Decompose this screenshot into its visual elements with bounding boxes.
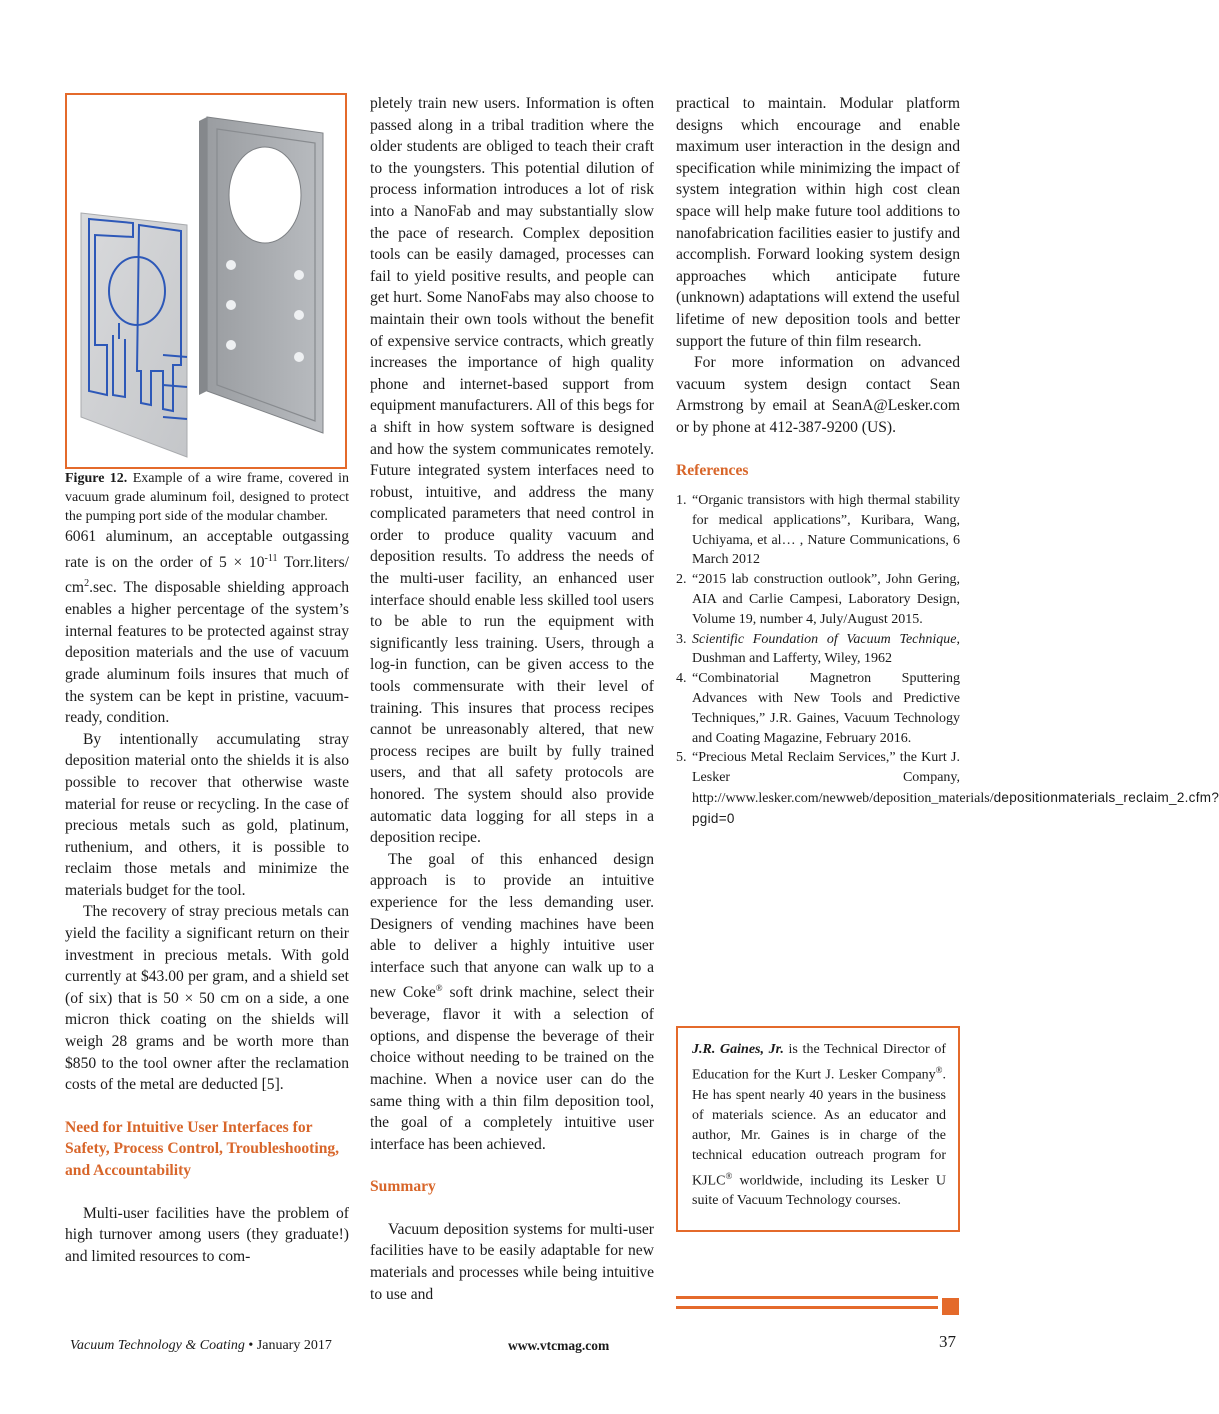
figure-caption-label: Figure 12. [65,471,128,486]
bio-registered-mark-1: ® [935,1065,943,1075]
bio-text-a: is the Technical Director of Education for the Kurt J. Lesker Company [692,1042,946,1083]
reference-number: 5. [676,750,687,766]
reference-item [676,570,960,629]
reference-item [676,748,1219,829]
references-list [676,491,1219,830]
column-2 [370,93,654,1305]
rule-line [676,1296,938,1299]
reference-item [676,630,960,670]
col1-paragraph-1 [65,526,349,729]
col1-paragraph-3: The recovery of stray precious metals can yield the facility a significant return on their investment in precious metals. With gold currently at $43.00 per gram, and a shield set (of six) that is 50 × 50 cm on a side, a one micron thick coating on the shields will weigh 28 grams and be worth more than $850 to the tool owner after the reclamation costs of the metal are deducted [5]. [65,903,349,1094]
col3-paragraph-1: practical to maintain. Modular platform designs which encourage and enable maximum user interaction in the design and specification while minimizing the impact of system integration within high cost clean space will help make future tool additions to nanofabrication facilities easier to justify and accomplish. Forward looking system design approaches which anticipate future (unknown) adaptations will extend the useful lifetime of new deposition tools and better support the future of thin film research. [676,95,960,350]
rule-line [676,1306,938,1309]
figure-caption-text: Example of a wire frame, covered in vacuum grade aluminum foil, designed to protect the pumping port side of the modular chamber. [65,471,349,524]
reference-text: “Organic transistors with high thermal stability for medical applications”, Kuribara, Wang, Uchiyama, et al… , Nature Communications, 6 March 2012 [692,493,960,568]
reference-text: , Dushman and Lafferty, Wiley, 1962 [692,631,960,667]
col1-p1-text-c: .sec. The disposable shielding approach enables a higher percentage of the system’s internal features to be protected against stray deposition materials and the use of vacuum grade aluminum foils insures that much of the system can be kept in pristine, vacuum-ready, condition. [65,579,349,727]
bio-registered-mark-2: ® [725,1170,733,1181]
reference-number: 2. [676,572,687,588]
reference-item [676,491,960,570]
author-name: J.R. Gaines, Jr. [692,1042,784,1057]
footer-url[interactable]: www.vtcmag.com [508,1338,610,1353]
col2-p2-registered-mark: ® [435,983,443,994]
col3-paragraph-2: For more information on advanced vacuum system design contact Sean Armstrong by email at SeanA@Lesker.com or by phone at 412-387-9200 (US). [676,354,960,436]
figure-caption [65,469,349,526]
reference-item [676,669,960,748]
end-of-article-rule [676,1296,938,1310]
bio-text-c: worldwide, including its Lesker U suite of Vacuum Technology courses. [692,1173,946,1209]
col1-p1-sup-squared: 2 [84,578,90,590]
reference-book-title: Scientific Foundation of Vacuum Technique [692,631,957,647]
col2-paragraph-1: pletely train new users. Information is often passed along in a tribal tradition where the older students are obliged to teach their craft to the youngsters. This potential dilution of process information introduces a lot of risk into a NanoFab and may substantially slow the pace of research. Complex deposition tools can be easily damaged, processes can fail to yield positive results, and people can get hurt. Some NanoFabs may also choose to maintain their own tools without the benefit of expensive service contracts, which greatly increases the importance of high quality phone and internet-based support from equipment manufacturers. All of this begs for a shift in how system software is designed and how the system communicates remotely. Future integrated system interfaces need to robust, intuitive, and address the many complicated parameters that need control in order to produce quality vacuum and deposition results. To address the needs of the multi-user facility, an enhanced user interface should enable less skilled tool users to be able to run the equipment with significantly less training. Users, through a log-in function, can be given access to the tools commensurate with their level of training. This insures that process recipes cannot be unreasonably altered, that new process recipes are built by fully trained users, and that all safety protocols are honored. The system should also provide automatic data logging for all steps in a deposition recipe. [370,95,654,847]
reference-number: 3. [676,631,687,647]
col1-p1-text-a: 6061 aluminum, an acceptable outgassing rate is on the order of 5 × 10 [65,528,349,571]
col1-p1-text-b: Torr.liters/ cm [65,553,349,597]
bio-text-b: . He has spent nearly 40 years in the business of materials science. As an educator and author, Mr. Gaines is in charge of the technical education outreach program for KJLC [692,1067,946,1189]
reference-text: “2015 lab construction outlook”, John Gering, AIA and Carlie Campesi, Laboratory Design, Volume 19, number 4, July/August 2015. [692,572,960,627]
footer-date: January 2017 [256,1338,332,1353]
figure-12-image [65,93,347,469]
col2-p2-text-b: soft drink machine, select their beverage, flavor it with a selection of options, and dispense the beverage of their choice without needing to be trained on the machine. When a novice user can do the same thing with a thin film deposition tool, the goal of a completely intuitive user interface has been achieved. [370,984,655,1153]
footer-publication [70,1338,332,1354]
section-heading-user-interfaces: Need for Intuitive User Interfaces for Safety, Process Control, Troubleshooting, and Accountability [65,1118,340,1179]
column-1 [65,93,349,1267]
col2-paragraph-2 [370,849,654,1156]
end-of-article-square-icon [942,1298,959,1315]
col2-p2-text-a: The goal of this enhanced design approach is to provide an intuitive experience for the less demanding user. Designers of vending machines have been able to deliver a highly intuitive user interface such that anyone can walk up to a new Coke [370,850,654,1002]
col2-paragraph-3: Vacuum deposition systems for multi-user facilities have to be easily adaptable for new materials and processes while being intuitive to use and [370,1220,654,1303]
shield-illustration [67,95,345,467]
section-heading-references: References [676,461,749,479]
reference-number: 4. [676,671,687,687]
col1-paragraph-2: By intentionally accumulating stray deposition material onto the shields it is also possible to recover that otherwise waste material for reuse or recycling. In the case of precious metals such as gold, platinum, ruthenium, and others, it is possible to reclaim those metals and minimize the materials budget for the tool. [65,730,349,899]
page-number: 37 [939,1332,956,1351]
col1-paragraph-4: Multi-user facilities have the problem of high turnover among users (they graduate!) and limited resources to com- [65,1204,349,1265]
author-bio-box [676,1026,960,1232]
footer-separator: • [244,1338,257,1353]
section-heading-summary: Summary [370,1178,436,1196]
column-3 [676,93,1219,830]
footer-publication-name: Vacuum Technology & Coating [70,1338,245,1353]
reference-url: depositionmaterials_reclaim_2.cfm?pgid=0 [692,790,1219,826]
reference-text: “Combinatorial Magnetron Sputtering Advances with New Tools and Predictive Techniques,” J.R. Gaines, Vacuum Technology and Coating Magazine, February 2016. [692,671,960,746]
reference-number: 1. [676,493,687,509]
reference-text: “Precious Metal Reclaim Services,” the Kurt J. Lesker Company, http://www.lesker.com/newweb/deposition_materials/ [692,750,994,807]
col1-p1-sup-exponent: -11 [264,552,278,564]
